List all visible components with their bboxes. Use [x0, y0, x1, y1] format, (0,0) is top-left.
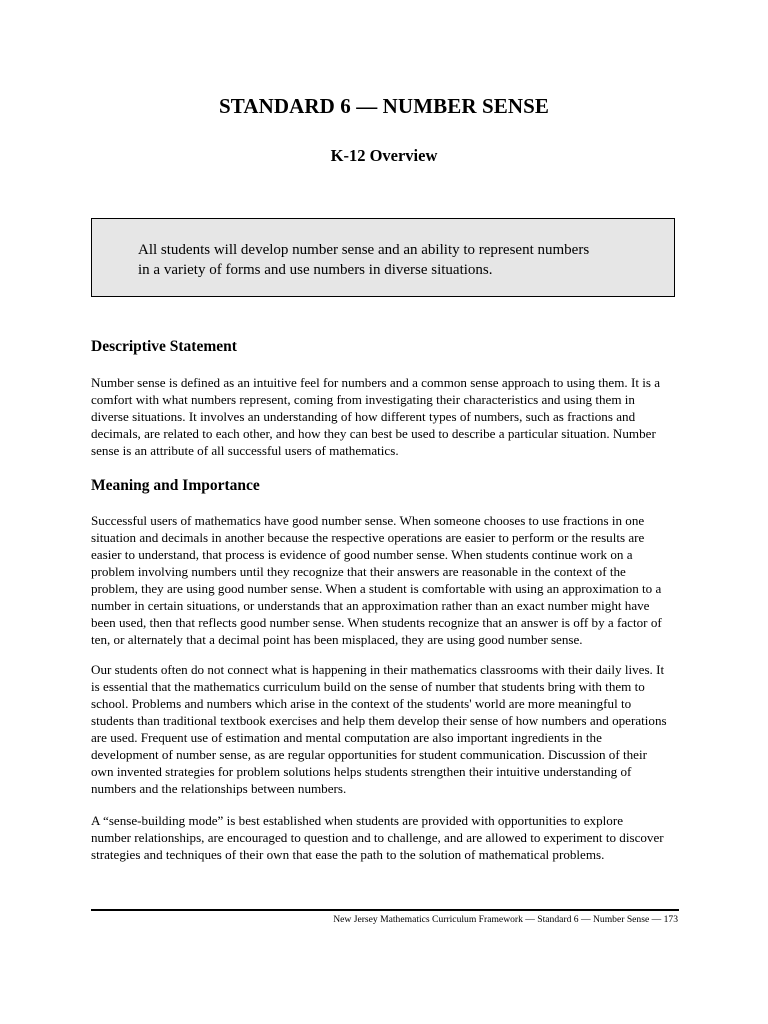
text-line: been used, then that reflects good number sense. When students recognize that an answer is off by a factor of — [91, 615, 662, 630]
page-subtitle: K-12 Overview — [330, 146, 438, 165]
text-line: development of number sense, as are regular opportunities for student communication. Discussion of their — [91, 747, 647, 762]
text-line: situation and decimals in another because the respective operations are easier to perform or the results are — [91, 530, 645, 545]
text-line: are used. Frequent use of estimation and mental computation are also important ingredients in the — [91, 730, 602, 745]
paragraph-meaning-3 — [91, 812, 679, 863]
text-line: ten, or alternately that a decimal point has been misplaced, they are using good number sense. — [91, 632, 583, 647]
paragraph-meaning-2 — [91, 661, 679, 797]
text-line: decimals, are related to each other, and how they can best be used to describe a particular situation. Number — [91, 426, 656, 441]
paragraph-meaning-1 — [91, 512, 679, 648]
section-heading-descriptive-statement: Descriptive Statement — [91, 338, 237, 355]
standard-statement-box — [91, 218, 675, 297]
text-line: number in certain situations, or understands that an approximation rather than an exact number might have — [91, 598, 650, 613]
text-line: own invented strategies for problem solutions helps students strengthen their intuitive understanding of — [91, 764, 632, 779]
text-line: Successful users of mathematics have good number sense. When someone chooses to use fractions in one — [91, 513, 645, 528]
text-line: Number sense is defined as an intuitive feel for numbers and a common sense approach to using them. It is a — [91, 375, 661, 390]
text-line: strategies and techniques of their own that ease the path to the solution of mathematical problems. — [91, 847, 605, 862]
text-line: sense is an attribute of all successful users of mathematics. — [91, 443, 399, 458]
text-line: comfort with what numbers represent, coming from investigating their characteristics and using them in — [91, 392, 635, 407]
text-line: students than traditional textbook exercises and help them develop their sense of how numbers and operations — [91, 713, 667, 728]
text-line: problem, they are using good number sense. When a student is comfortable with using an approximation to a — [91, 581, 662, 596]
text-line: A “sense-building mode” is best established when students are provided with opportunities to explore — [91, 813, 624, 828]
text-line: easier to understand, that process is evidence of good number sense. When students continue work on a — [91, 547, 633, 562]
page-footer: New Jersey Mathematics Curriculum Framework — Standard 6 — Number Sense — 173 — [333, 914, 678, 925]
text-line: diverse situations. It involves an understanding of how different types of numbers, such as fractions and — [91, 409, 636, 424]
section-heading-meaning-and-importance: Meaning and Importance — [91, 477, 260, 494]
text-line: numbers and the relationships between numbers. — [91, 781, 347, 796]
text-line: number relationships, are encouraged to question and to challenge, and are allowed to experiment to discover — [91, 830, 664, 845]
standard-statement-line: in a variety of forms and use numbers in diverse situations. — [138, 262, 493, 278]
text-line: problem involving numbers until they recognize that their answers are reasonable in the context of the — [91, 564, 626, 579]
page-title: STANDARD 6 — NUMBER SENSE — [219, 94, 549, 118]
text-line: Our students often do not connect what is happening in their mathematics classrooms with their daily lives. It — [91, 662, 665, 677]
footer-divider — [91, 909, 679, 911]
standard-statement-line: All students will develop number sense and an ability to represent numbers — [138, 242, 590, 258]
paragraph-descriptive-statement — [91, 374, 679, 459]
text-line: is essential that the mathematics curriculum build on the sense of number that students bring with them to — [91, 679, 645, 694]
standard-statement-text — [138, 240, 658, 280]
text-line: school. Problems and numbers which arise in the context of the students' world are more meaningful to — [91, 696, 632, 711]
